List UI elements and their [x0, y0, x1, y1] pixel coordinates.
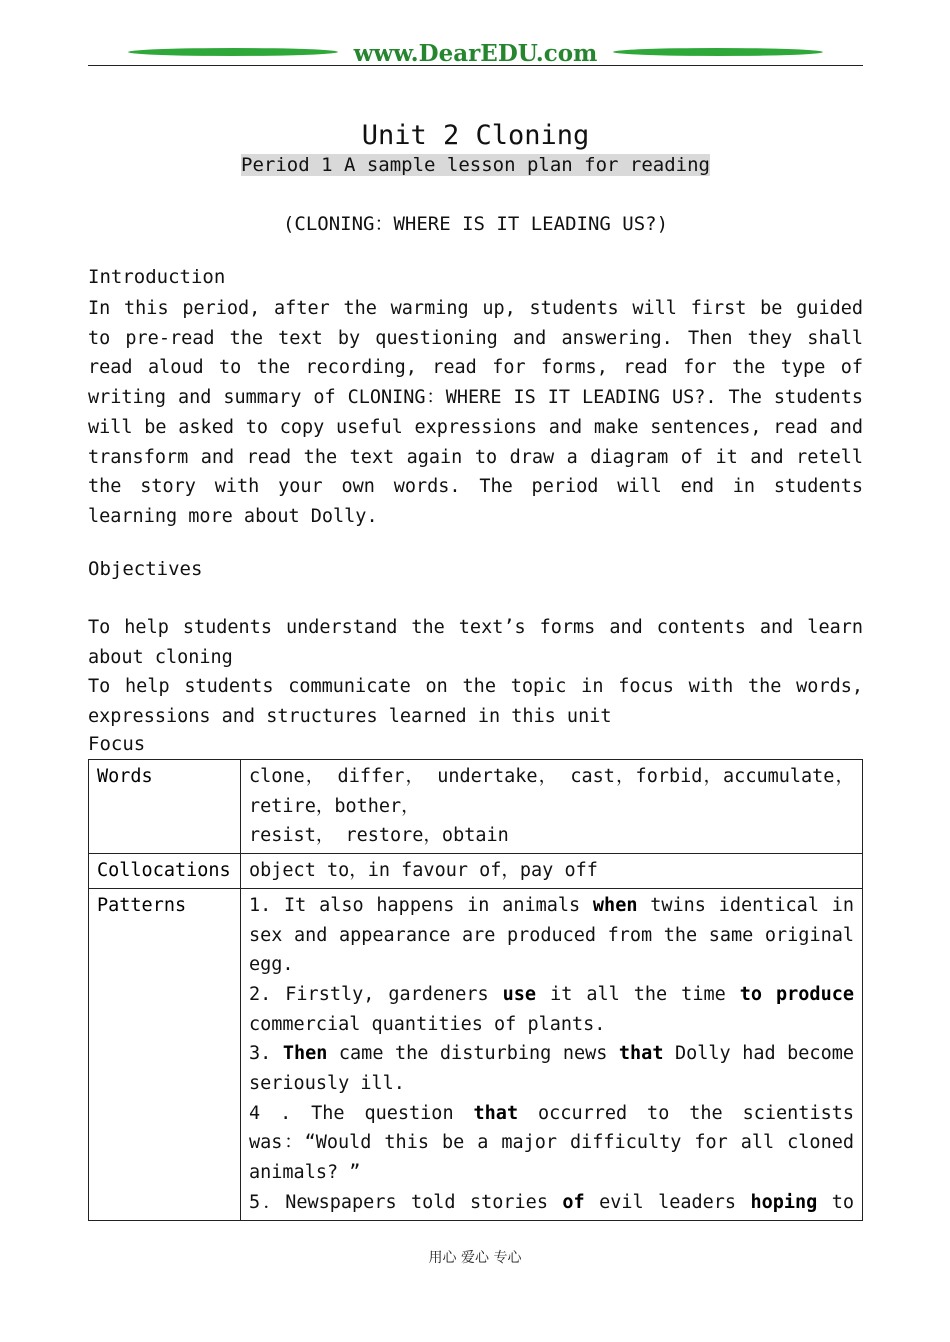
pattern-item [249, 980, 854, 1039]
focus-heading: Focus [88, 733, 146, 755]
pattern-keyword: when [592, 894, 638, 916]
pattern-keyword: to produce [739, 983, 854, 1005]
page-title: Unit 2 Cloning [361, 120, 590, 151]
pattern-text: occurred to the scientists was：“Would this be a major difficulty for all cloned animals? ” [249, 1102, 854, 1184]
pattern-item [249, 891, 854, 980]
page-header [88, 38, 863, 68]
pattern-text: Dolly had become seriously ill. [249, 1043, 854, 1095]
subtitle-text: Period 1 A sample lesson plan for reading [241, 154, 710, 176]
pattern-text: commercial quantities of plants. [249, 1013, 606, 1035]
row-content [241, 760, 863, 854]
site-logo: www.DearEDU.com [88, 40, 863, 67]
pattern-text: it all the time [536, 983, 740, 1005]
pattern-keyword: use [502, 983, 537, 1005]
row-content [241, 854, 863, 889]
pattern-text: 4 . The question [249, 1102, 474, 1124]
pattern-keyword: hoping [750, 1191, 818, 1213]
collocations-line: object to，in favour of，pay off [249, 860, 598, 882]
table-row [89, 854, 863, 889]
text-title: (CLONING：WHERE IS IT LEADING US?) [282, 213, 669, 235]
objective-item: To help students communicate on the topic in focus with the words, expressions and structures learned in this unit [88, 676, 863, 727]
introduction-text: In this period, after the warming up, students will first be guided to pre-read the text by questioning and answering. Then they shall read aloud to the recording, read for forms, read for the type of writing and summary of CLONING：WHERE IS IT LEADING US?. The students will be asked to copy useful expressions and make sentences, read and transform and read the text again to draw a diagram of it and retell the story with your own words. The period will end in students learning more about Dolly. [88, 298, 863, 527]
words-line: clone， differ， undertake， cast，forbid，accumulate，retire，bother， [249, 766, 854, 817]
objectives-heading: Objectives [88, 558, 203, 580]
page-subtitle [88, 154, 863, 176]
pattern-item [249, 1188, 854, 1218]
pattern-text: came the disturbing news [327, 1043, 619, 1065]
pattern-text: twins identical in sex and appearance are produced from the same original egg. [249, 894, 854, 976]
table-row [89, 888, 863, 1220]
header-rule [88, 65, 863, 66]
introduction-heading: Introduction [88, 266, 226, 288]
row-label: Collocations [89, 854, 241, 889]
pattern-keyword: of [562, 1191, 585, 1213]
pattern-item [249, 1039, 854, 1098]
table-row [89, 760, 863, 854]
pattern-text: 5．Newspapers told stories [249, 1191, 563, 1213]
pattern-keyword: Then [282, 1043, 328, 1065]
pattern-keyword: that [473, 1102, 519, 1124]
pattern-text: 3. [249, 1043, 283, 1065]
row-label: Words [89, 760, 241, 854]
words-line: resist， restore，obtain [249, 825, 509, 847]
objective-item: To help students understand the text’s forms and contents and learn about cloning [88, 617, 863, 668]
row-label: Patterns [89, 888, 241, 1220]
row-content [241, 888, 863, 1220]
pattern-text: to [817, 1191, 854, 1213]
pattern-keyword: that [618, 1043, 664, 1065]
pattern-text: evil leaders [584, 1191, 751, 1213]
pattern-item [249, 1099, 854, 1188]
pattern-text: 1. It also happens in animals [249, 894, 593, 916]
page-footer: 用心 爱心 专心 [428, 1250, 522, 1266]
focus-table [88, 759, 863, 1221]
pattern-text: 2. Firstly, gardeners [249, 983, 503, 1005]
